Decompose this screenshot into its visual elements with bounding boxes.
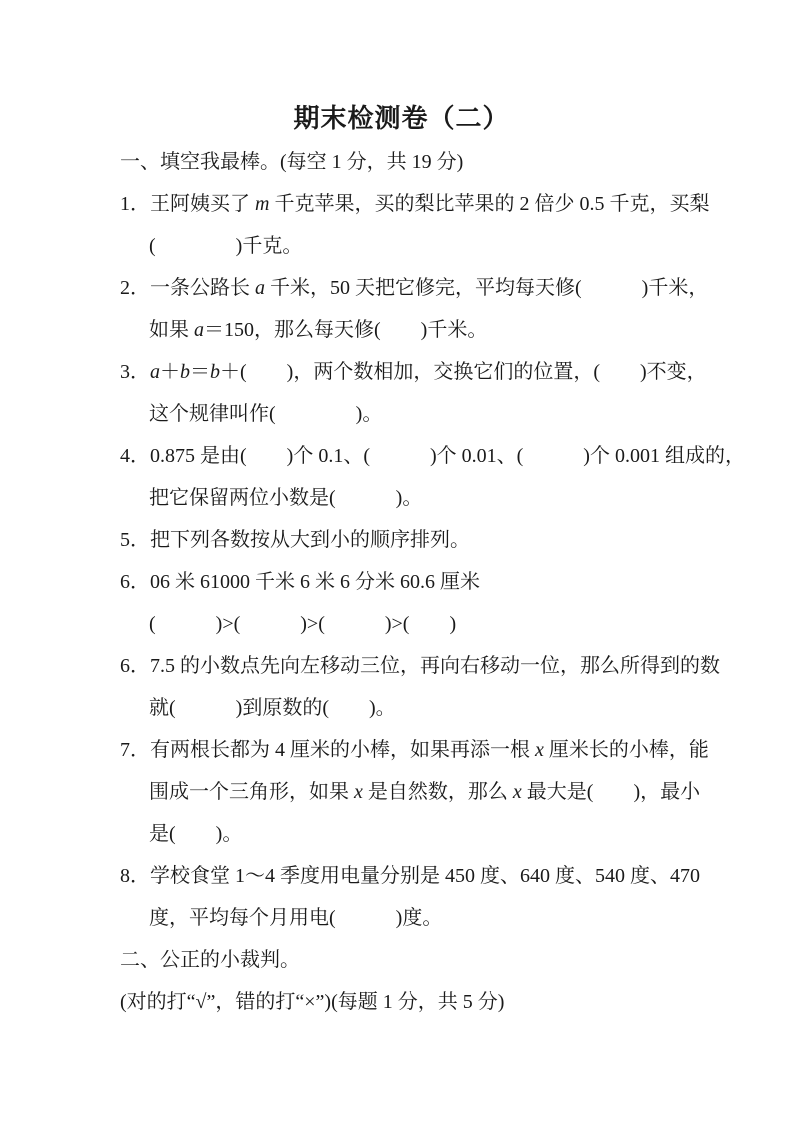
- question-continuation-line: [120, 477, 683, 519]
- question-text: 7.5 的小数点先向左移动三位，再向右移动一位，那么所得到的数: [150, 655, 720, 677]
- question-continuation-line: [120, 603, 683, 645]
- question-number: 8．: [120, 865, 150, 887]
- question-text: ＝150，那么每天修( )千米。: [204, 319, 488, 341]
- variable-letter: m: [255, 193, 270, 215]
- variable-letter: a: [194, 319, 204, 341]
- question-continuation-line: [120, 897, 683, 939]
- variable-letter: a: [150, 361, 160, 383]
- page-title: 期末检测卷（二）: [293, 103, 510, 133]
- question-text: 厘米长的小棒，能: [543, 739, 709, 761]
- question-text: 06 米 61000 千米 6 米 6 分米 60.6 厘米: [150, 571, 480, 593]
- variable-letter: x: [354, 781, 363, 803]
- question-text: 是( )。: [149, 823, 243, 845]
- fill-in-questions: [120, 183, 745, 939]
- question-line: [120, 351, 707, 393]
- question-number: 3．: [120, 361, 150, 383]
- variable-letter: b: [210, 361, 220, 383]
- question-number: 5．: [120, 529, 150, 551]
- question-line: [120, 435, 745, 477]
- question-text: 千克苹果，买的梨比苹果的 2 倍少 0.5 千克，买梨: [269, 193, 710, 215]
- question-continuation-line: [120, 771, 701, 813]
- question-continuation-line: [120, 687, 683, 729]
- question-text: 就( )到原数的( )。: [149, 697, 396, 719]
- question-number: 1．: [120, 193, 150, 215]
- question-number: 2．: [120, 277, 150, 299]
- question-line: [120, 645, 720, 687]
- question-text: 0.875 是由( )个 0.1、( )个 0.01、( )个 0.001 组成的，: [150, 445, 745, 467]
- question-text: 把它保留两位小数是( )。: [149, 487, 423, 509]
- question-number: 4．: [120, 445, 150, 467]
- question-number: 6．: [120, 571, 150, 593]
- question-text: 如果: [149, 319, 194, 341]
- question-line: [120, 267, 709, 309]
- question-continuation-line: [120, 309, 683, 351]
- question-line: [120, 183, 710, 225]
- question-line: [120, 519, 683, 561]
- variable-letter: a: [255, 277, 265, 299]
- question-continuation-line: [120, 813, 683, 855]
- question-continuation-line: [120, 393, 683, 435]
- question-line: [120, 855, 700, 897]
- question-line: [120, 729, 709, 771]
- question-continuation-line: [120, 225, 683, 267]
- question-line: [120, 561, 683, 603]
- question-text: 最大是( )，最小: [521, 781, 701, 803]
- question-text: 度，平均每个月用电( )度。: [149, 907, 443, 929]
- question-text: 围成一个三角形，如果: [149, 781, 354, 803]
- question-text: ＝: [190, 361, 210, 383]
- question-text: 把下列各数按从大到小的顺序排列。: [150, 529, 470, 551]
- section1-heading: 一、填空我最棒。(每空 1 分，共 19 分): [120, 151, 464, 173]
- question-text: 一条公路长: [150, 277, 255, 299]
- question-text: 是自然数，那么: [362, 781, 513, 803]
- question-text: 这个规律叫作( )。: [149, 403, 383, 425]
- question-text: ( )>( )>( )>( ): [149, 613, 457, 635]
- variable-letter: x: [535, 739, 544, 761]
- question-text: 学校食堂 1～4 季度用电量分别是 450 度、640 度、540 度、470: [150, 865, 700, 887]
- question-number: 6．: [120, 655, 150, 677]
- question-text: ＋( )，两个数相加，交换它们的位置，( )不变，: [220, 361, 707, 383]
- question-text: 王阿姨买了: [150, 193, 255, 215]
- question-text: 有两根长都为 4 厘米的小棒，如果再添一根: [150, 739, 535, 761]
- section2-heading: 二、公正的小裁判。: [120, 949, 300, 971]
- variable-letter: x: [512, 781, 522, 803]
- question-text: ( )千克。: [149, 235, 303, 257]
- question-text: ＋: [160, 361, 180, 383]
- section2-instructions: (对的打“√”，错的打“×”)(每题 1 分，共 5 分): [120, 991, 505, 1013]
- variable-letter: b: [180, 361, 190, 383]
- question-number: 7．: [120, 739, 150, 761]
- question-text: 千米，50 天把它修完，平均每天修( )千米，: [265, 277, 709, 299]
